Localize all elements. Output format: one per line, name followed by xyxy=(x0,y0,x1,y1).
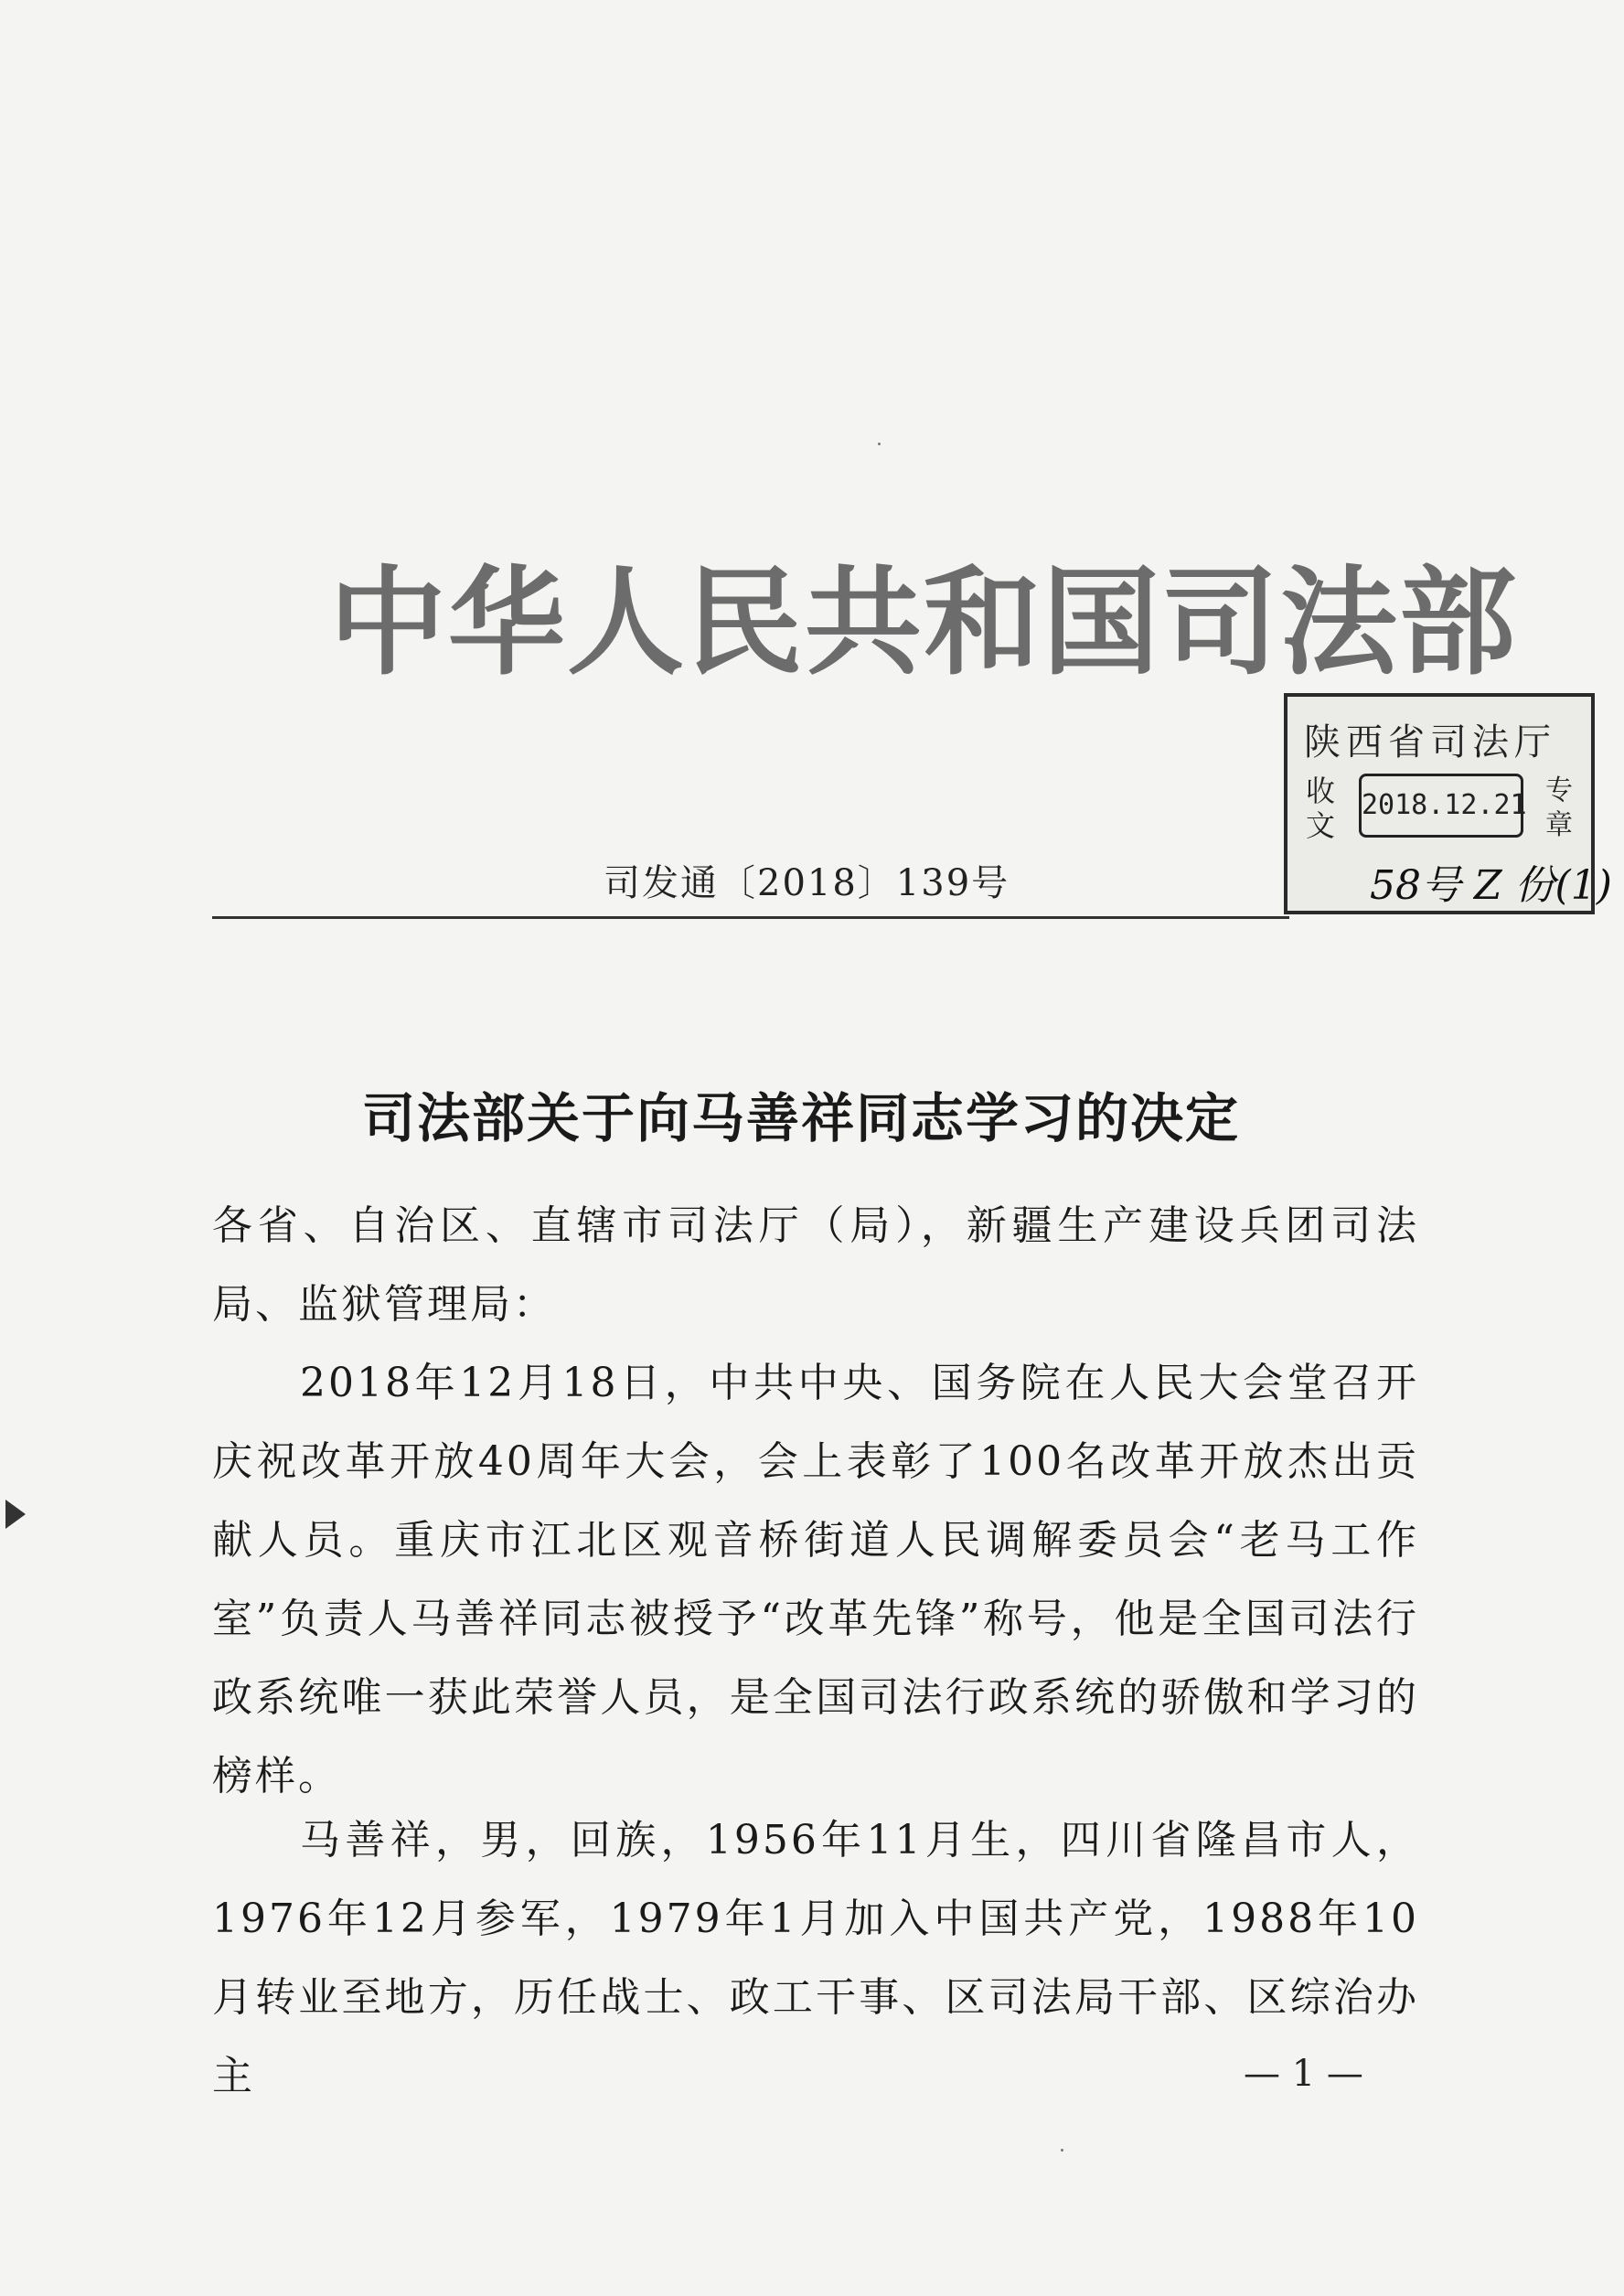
page-number: — 1 — xyxy=(1244,2053,1363,2095)
stamp-left-label: 收文 xyxy=(1306,774,1336,843)
header-divider xyxy=(212,916,1289,919)
body-paragraph: 马善祥，男，回族，1956年11月生，四川省隆昌市人，1976年12月参军，1979年1月加入中国共产党，1988年10月转业至地方，历任战士、政工干事、区司法局干部、区综治办主 xyxy=(212,1817,1419,2099)
addressee: 各省、自治区、直辖市司法厅（局），新疆生产建设兵团司法局、监狱管理局： xyxy=(212,1202,1419,1328)
document-number: 司发通〔2018〕139号 xyxy=(604,862,1010,904)
document-title: 司法部关于向马善祥同志学习的决定 xyxy=(362,1087,1241,1149)
stamp-right-label: 专章 xyxy=(1545,774,1573,841)
body-paragraph: 2018年12月18日，中共中央、国务院在人民大会堂召开庆祝改革开放40周年大会，会上表彰了100名改革开放杰出贡献人员。重庆市江北区观音桥街道人民调解委员会“老马工作室”负责人马善祥同志被授予“改革先锋”称号，他是全国司法行政系统唯一获此荣誉人员，是全国司法行政系统的骄傲和学习的榜样。 xyxy=(212,1360,1419,1799)
stamp-title: 陕西省司法厅 xyxy=(1304,721,1556,764)
stamp-handwritten-number: 58号 Z 份(1) xyxy=(1370,862,1612,909)
scan-speck xyxy=(1061,2149,1063,2152)
binding-hole-mark xyxy=(5,1500,26,1529)
issuer-masthead: 中华人民共和国司法部 xyxy=(329,555,1519,691)
scan-speck xyxy=(878,443,881,445)
stamp-date: 2018.12.21 xyxy=(1359,774,1523,838)
receipt-stamp xyxy=(1284,693,1612,914)
